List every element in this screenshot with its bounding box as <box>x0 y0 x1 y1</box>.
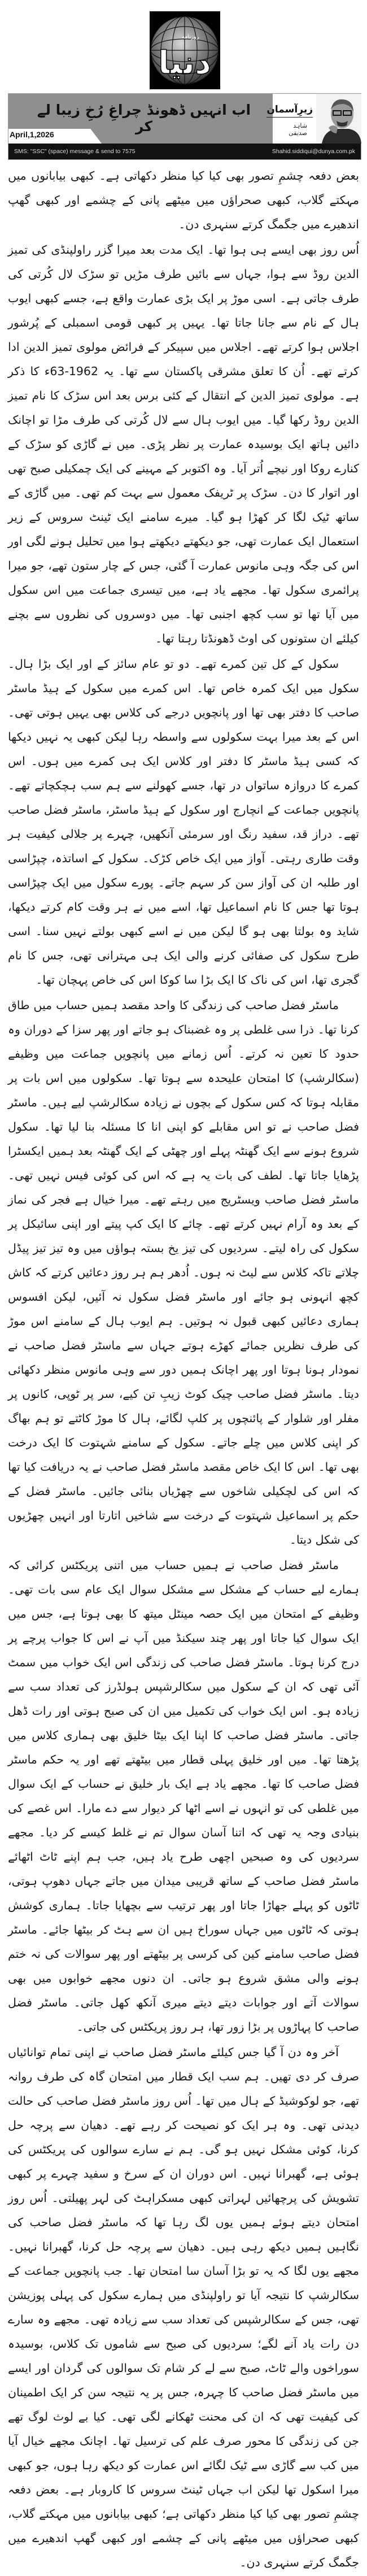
column-headline: اب انہیں ڈھونڈ چراغِ رُخِ زیبا لے کر <box>37 102 251 134</box>
publish-date: April,1,2026 <box>10 130 54 139</box>
column-name: زیرِآسمان <box>266 104 313 118</box>
author-email[interactable]: Shahid.siddiqui@dunya.com.pk <box>272 148 355 155</box>
svg-text:روزنامہ: روزنامہ <box>181 34 199 40</box>
paragraph: آخر وہ دن آ گیا جس کیلئے ماسٹر فضل صاحب نے اپنی تمام توانائیاں صرف کر دی تھیں۔ ہم سب ایک قطار میں امتحان گاہ کی طرف روانہ تھے، جو لوکوشیڈ کے ہال میں تھا۔ اُس روز ماسٹر فضل صاحب کی حالت دیدنی تھی۔ وہ ہر ایک کو نصیحت کر رہے تھے۔ دھیان سے پرچہ حل کرنا، کوئی مشکل نہیں ہو گی۔ ہم نے سارے سوالوں کی پریکٹس کی ہوئی ہے، گھبرانا نہیں۔ اس دوران ان کے سرخ و سفید چہرے پر کبھی تشویش کی پرچھائیں لہراتی کبھی مسکراہٹ کی لہر پھیلتی۔ اُس روز امتحان دیتے ہوئے ہمیں یوں لگ رہا تھا کہ ماسٹر فضل صاحب کی نگاہیں ہمیں دیکھ رہی ہیں۔ دھیان سے پرچہ حل کرنا، گھبرانا نہیں۔ مجھے یوں لگا کہ یہ تو بڑا آسان سا امتحان تھا۔ جب پانچویں جماعت کے سکالرشپ کا نتیجہ آیا تو راولپنڈی میں ہمارے سکول کی پہلی پوزیشن تھی، جس کے سکالرشپس کی تعداد سب سے زیادہ تھی۔ مجھے وہ سارے دن رات یاد آنے لگے؛ سردیوں کی صبح سے شاموں تک کلاس، بوسیدہ سوراخوں والے ٹاٹ، صبح سے لے کر شام تک سوالوں کی گردان اور ایسے میں ماسٹر فضل صاحب کا چہرہ، جس پر یہ نتیجہ سن کر ایک اطمینان کی کیفیت تھی کہ ان کی محنت ٹھکانے لگی تھی۔ کیا بے لوث لوگ تھے جن کی زندگی کا محور صرف علم کی ترسیل تھا۔ اچانک مجھے خیال آیا میں کب سے گاڑی سے ٹیک لگائے اس عمارت کو دیکھ رہا ہوں، جو کبھی میرا اسکول تھا لیکن اب جہاں ٹینٹ سروس کا کاروبار ہے۔ بعض دفعہ چشمِ تصور بھی کیا کیا منظر دکھاتی ہے؛ کبھی بیابانوں میں مہکتے گلاب، کبھی صحراؤں میں میٹھے پانی کے چشمے اور کبھی گھپ اندھیرے میں جگمگ کرتے سنہری دن۔ <box>8 2045 359 2569</box>
author-photo <box>316 94 361 144</box>
globe-logo-icon <box>150 11 220 89</box>
paragraph: بعض دفعہ چشمِ تصور بھی کیا کیا منظر دکھاتی ہے۔ کبھی بیابانوں میں مہکتے گلاب، کبھی صحراؤں میں میٹھے پانی کے چشمے اور کبھی گھپ اندھیرے میں جگمگ کرتے سنہری دن۔ <box>8 169 359 231</box>
paragraph: سکول کے کل تین کمرے تھے۔ دو تو عام سائز کے اور ایک بڑا ہال۔ سکول میں ایک کمرہ خاص تھا۔ اس کمرے میں سکول کے ہیڈ ماسٹر صاحب کا دفتر بھی تھا اور پانچویں درجے کی کلاس بھی یہیں ہوتی تھی۔ اس کے بعد میرا بہت سکولوں سے واسطہ رہا لیکن کبھی یہ نہیں دیکھا کہ کسی ہیڈ ماسٹر کا دفتر اور کلاس ایک ہی کمرے میں ہوں۔ اس کمرے کا دروازہ ساتواں در تھا، جسے کھولنے سے ہم سب ہچکچاتے تھے۔ پانچویں جماعت کے انچارج اور سکول کے ہیڈ ماسٹر، ماسٹر فضل صاحب تھے۔ دراز قد، سفید رنگ اور سرمئی آنکھیں، چہرے پر جلالی کیفیت ہر وقت طاری رہتی۔ آواز میں ایک خاص کڑک۔ سکول کے اساتذہ، چپڑاسی اور طلبہ ان کی آواز سن کر سہم جاتے۔ پورے سکول میں ایک چپڑاسی ہوتا تھا جس کا نام اسماعیل تھا، اسے میں نے ہر وقت کام کرتے دیکھا، شاید وہ بولتا بھی ہو گا لیکن میں نے اسے کبھی بولتے نہیں سنا۔ اسی طرح سکول کی صفائی کرنے والی ایک ہی مہترانی تھی، جس کا نام گجری تھا، اس کی ناک کا ایک بڑا سا کوکا اس کی خاص پہچان تھا۔ <box>8 657 359 987</box>
contact-bar <box>8 144 361 159</box>
author-panel <box>266 94 361 144</box>
dunya-logo <box>150 11 220 89</box>
paragraph: ماسٹر فضل صاحب کی زندگی کا واحد مقصد ہمیں حساب میں طاق کرنا تھا۔ ذرا سی غلطی پر وہ غضبناک ہو جاتے اور پھر سزا کے دوران وہ حدود کا تعین نہ کرتے۔ اُس زمانے میں پانچویں جماعت میں وظیفے (سکالرشپ) کا امتحان علیحدہ سے ہوتا تھا۔ سکولوں میں اس بات پر مقابلہ ہوتا کہ کس سکول کے بچوں نے زیادہ سکالرشپ لیے ہیں۔ ماسٹر فضل صاحب نے تو اس مقابلے کو اپنی انا کا مسئلہ بنا لیا تھا۔ سکول شروع ہونے سے ایک گھنٹہ پہلے اور چھٹی کے ایک گھنٹہ بعد ہمیں ایکسٹرا پڑھایا جاتا تھا۔ لطف کی بات یہ ہے کہ اس کی کوئی فیس نہیں تھی۔ ماسٹر فضل صاحب ویسٹریج میں رہتے تھے۔ میرا خیال ہے فجر کی نماز کے بعد وہ آرام نہیں کرتے تھے۔ چائے کا ایک کپ پیتے اور اپنی سائیکل پر سکول کی راہ لیتے۔ سردیوں کی تیز یخ بستہ ہواؤں میں وہ تیز تیز پیڈل چلاتے تاکہ کلاس سے لیٹ نہ ہوں۔ اُدھر ہم ہر روز دعائیں کرتے کہ کاش کچھ انہونی ہو جائے اور ماسٹر فضل سکول نہ آئیں، لیکن افسوس ہماری دعائیں کبھی قبول نہ ہوتیں۔ ہم ایوب ہال کے سامنے اس موڑ کی طرف نظریں جمائے کھڑے ہوتے جہاں سے ماسٹر فضل صاحب نے نمودار ہونا ہوتا اور پھر اچانک ہمیں دور سے وہی مانوس منظر دکھائی دیتا۔ ماسٹر فضل صاحب چیک کوٹ زیبِ تن کیے، سر پر ٹوپی، کانوں پر مفلر اور شلوار کے پائنچوں پر کلپ لگائے، ہال کا موڑ کاٹتے تو ہم بھاگ کر اپنی کلاس میں چلے جاتے۔ سکول کے سامنے شہتوت کا ایک درخت بھی تھا۔ اس کا ایک خاص مقصد ماسٹر فضل صاحب نے یہ دریافت کیا تھا کہ اس کی لچکیلی شاخوں سے چھڑیاں بنائی جائیں۔ ماسٹر فضل کے حکم پر اسماعیل شہتوت کے درخت سے شاخیں اتارتا اور انہیں چھڑیوں کی شکل دیتا۔ <box>8 998 359 1547</box>
author-name: شاہد صدیقی <box>289 122 307 137</box>
column-body <box>8 164 359 2576</box>
svg-text:دنیا: دنیا <box>158 45 211 81</box>
paragraph: ماسٹر فضل صاحب نے ہمیں حساب میں اتنی پریکٹس کرائی کہ ہمارے لیے حساب کے مشکل سے مشکل سوال ایک عام سی بات تھی۔ وظیفے کے امتحان میں ایک حصہ مینٹل میتھ کا بھی ہوتا ہے، جس میں ایک سوال کیا جاتا اور پھر چند سیکنڈ میں آپ نے اس کا جواب پرچے پر درج کرنا ہوتا۔ ماسٹر فضل صاحب کی زندگی اس ایک خواب میں سمٹ آئی تھی کہ ان کے سکول میں سکالرشپس ہولڈرز کی تعداد سب سے زیادہ ہو۔ اس ایک خواب کی تکمیل میں ان کی صبح ہوتی اور رات ڈھل جاتی۔ ماسٹر فضل صاحب کا اپنا ایک بیٹا خلیق بھی ہماری کلاس میں پڑھتا تھا۔ میں اور خلیق پہلی قطار میں بیٹھتے تھے اور یہ حکم ماسٹر فضل صاحب کا تھا۔ مجھے یاد ہے ایک بار خلیق نے حساب کے ایک سوال میں غلطی کی تو انہوں نے اسے اٹھا کر دیوار سے دے مارا۔ اس غصے کی بنیادی وجہ یہ تھی کہ اتنا آسان سوال تم نے غلط کیسے کر دیا۔ مجھے سردیوں کی وہ صبحیں اچھی طرح یاد ہیں، جب ہم اپنے ٹاٹ اٹھائے ماسٹر فضل صاحب کے ساتھ قریبی میدان میں جاتے جہاں دھوپ ہوتی، ٹاٹوں کو پہلے جھاڑا جاتا اور پھر ترتیب سے بچھایا جاتا۔ ہماری کوشش ہوتی کہ ٹاٹوں میں جہاں سوراخ ہیں ان سے ہٹ کر بیٹھا جائے۔ ماسٹر فضل صاحب سامنے کین کی کرسی پر بیٹھتے اور پھر سوالات کی نہ ختم ہونے والی مشق شروع ہو جاتی۔ ان دنوں مجھے خوابوں میں بھی سوالات آتے اور جوابات دیتے دیتے میری آنکھ کھل جاتی۔ ماسٹر فضل صاحب کا پہاڑوں پر بڑا زور تھا، ہر روز پریکٹس کی جاتی۔ <box>8 1558 359 2034</box>
sms-instructions: SMS: "SSC" (space) message & send to 7575 <box>14 148 136 155</box>
column-banner <box>8 93 361 160</box>
paragraph: اُس روز بھی ایسے ہی ہوا تھا۔ ایک مدت بعد میرا گزر راولپنڈی کی تمیز الدین روڈ سے ہوا، جہاں سے بائیں طرف مڑیں تو سڑک لال کُرتی کی طرف جاتی ہے۔ اسی موڑ پر ایک بڑی عمارت واقع ہے، جسے کبھی ایوب ہال کے نام سے جانا جاتا تھا۔ یہیں پر کبھی قومی اسمبلی کے پُرشور اجلاس ہوا کرتے تھے۔ اجلاس میں سپیکر کے فرائض مولوی تمیز الدین ادا کرتے تھے۔ اُن کا تعلق مشرقی پاکستان سے تھا۔ یہ 1962-63ء کا ذکر ہے۔ مولوی تمیز الدین کے انتقال کے کئی برس بعد اس سڑک کا نام تمیز الدین روڈ رکھا گیا۔ میں ایوب ہال سے لال کُرتی کی طرف مڑا تو اچانک دائیں ہاتھ ایک بوسیدہ عمارت پر نظر پڑی۔ میں نے گاڑی کو سڑک کے کنارے روکا اور نیچے اُتر آیا۔ وہ اکتوبر کے مہینے کی ایک چمکیلی صبح تھی اور اتوار کا دن۔ سڑک پر ٹریفک معمول سے بہت کم تھی۔ میں گاڑی کے ساتھ ٹیک لگا کر کھڑا ہو گیا۔ میرے سامنے ایک ٹینٹ سروس کے زیر استعمال ایک عمارت تھی، جو دیکھتے دیکھتے ہوا میں تحلیل ہونے لگی اور اس کی جگہ وہی مانوس عمارت آ گئی، جس کے چار ستون تھے، جو میرا پرائمری سکول تھا۔ مجھے یاد ہے، میں تیسری جماعت میں اس سکول میں آیا تھا تو سب کچھ اجنبی تھا۔ میں دوسروں کی نظروں سے بچنے کیلئے ان ستونوں کی اوٹ ڈھونڈتا رہتا تھا۔ <box>8 243 359 645</box>
